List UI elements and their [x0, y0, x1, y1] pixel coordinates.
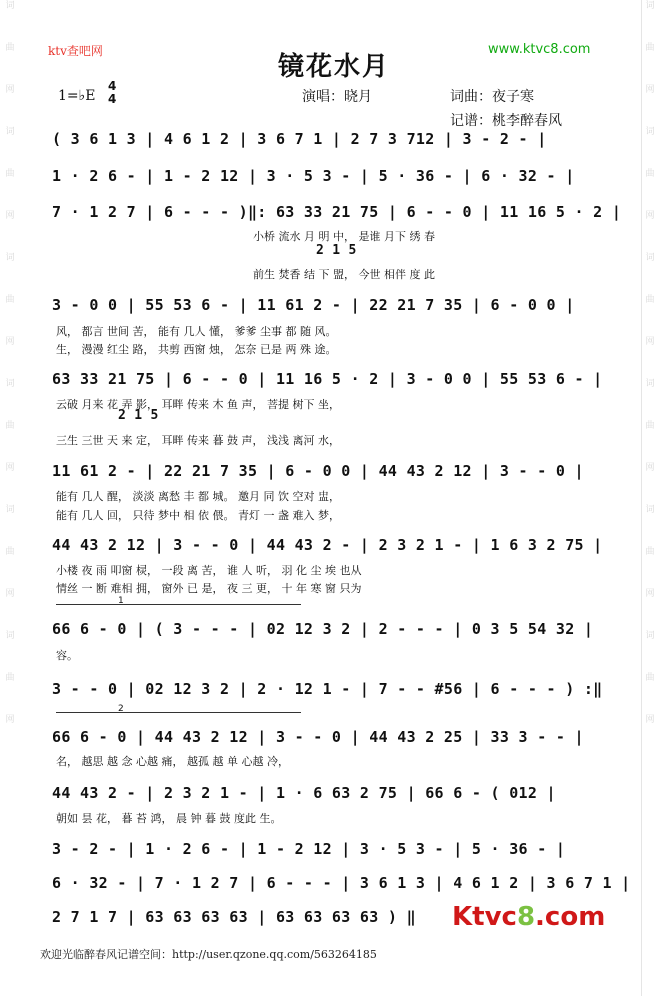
lyric-line-6a: 能有 几人 醒， 淡淡 离愁 丰 都 城。 邀月 同 饮 空对 盅， [56, 490, 340, 503]
score-line-14: 2 7 1 7 | 63 63 63 63 | 63 63 63 63 ) ‖ [52, 908, 416, 926]
watermark-char: 网 [5, 85, 15, 95]
logo-8: 8 [516, 902, 536, 932]
watermark-char: 词 [645, 127, 655, 137]
score-line-13: 6 · 32 - | 7 · 1 2 7 | 6 - - - | 3 6 1 3 | 4 6 1 2 | 3 6 7 1 | [52, 874, 631, 892]
watermark-char: 词 [645, 1, 655, 11]
site-link-right[interactable]: www.ktvc8.com [488, 42, 591, 57]
score-alt-3: 2 1 5 [316, 243, 357, 258]
volta-1-bracket [56, 604, 301, 605]
watermark-char: 网 [645, 337, 655, 347]
watermark-char: 词 [5, 127, 15, 137]
watermark-char: 曲 [645, 169, 655, 179]
watermark-char: 词 [5, 1, 15, 11]
lyric-line-6b: 能有 几人 回， 只待 梦中 相 依 偎。 青灯 一 盏 难入 梦， [56, 509, 340, 522]
lyric-line-8: 容。 [56, 649, 78, 662]
watermark-char: 词 [645, 253, 655, 263]
site-link-left[interactable]: ktv查吧网 [48, 44, 103, 58]
volta-2-bracket [56, 712, 301, 713]
watermark-char: 曲 [645, 295, 655, 305]
watermark-char: 词 [645, 379, 655, 389]
watermark-char: 词 [5, 379, 15, 389]
score-line-8: 66 6 - 0 | ( 3 - - - | 02 12 3 2 | 2 - - - | 0 3 5 54 32 | [52, 620, 594, 638]
watermark-char: 曲 [5, 295, 15, 305]
time-signature [108, 80, 116, 106]
lyric-line-5b: 三生 三世 天 来 定， 耳畔 传来 暮 鼓 声， 浅浅 离河 水， [56, 434, 340, 447]
watermark-char: 网 [645, 85, 655, 95]
score-line-10: 66 6 - 0 | 44 43 2 12 | 3 - - 0 | 44 43 2 25 | 33 3 - - | [52, 728, 584, 746]
score-line-11: 44 43 2 - | 2 3 2 1 - | 1 · 6 63 2 75 | 66 6 - ( 012 | [52, 784, 556, 802]
footer-link[interactable]: 欢迎光临醉春风记谱空间：http://user.qzone.qq.com/563264185 [40, 948, 377, 961]
volta-1-label: 1 [118, 596, 124, 606]
score-line-4: 3 - 0 0 | 55 53 6 - | 11 61 2 - | 22 21 7 35 | 6 - 0 0 | [52, 296, 575, 314]
recorder-credit: 记谱：桃李醉春风 [450, 113, 562, 129]
watermark-char: 曲 [645, 43, 655, 53]
lyric-line-5a: 云破 月来 花 弄 影， 耳畔 传来 木 鱼 声， 菩提 树下 坐， [56, 398, 340, 411]
score-line-6: 11 61 2 - | 22 21 7 35 | 6 - 0 0 | 44 43 2 12 | 3 - - 0 | [52, 462, 584, 480]
watermark-char: 网 [645, 715, 655, 725]
watermark-char: 曲 [5, 421, 15, 431]
side-watermark-right [641, 0, 658, 996]
song-title: 镜花水月 [278, 52, 391, 82]
time-numerator: 4 [108, 79, 117, 93]
watermark-char: 网 [5, 337, 15, 347]
logo-tvc: tvc [472, 902, 517, 932]
volta-2-label: 2 [118, 704, 124, 714]
lyric-line-10: 名， 越思 越 念 心越 痛， 越孤 越 单 心越 冷， [56, 755, 289, 768]
score-line-9: 3 - - 0 | 02 12 3 2 | 2 · 12 1 - | 7 - - #56 | 6 - - - ) :‖ [52, 680, 603, 698]
watermark-char: 词 [645, 631, 655, 641]
watermark-char: 曲 [5, 43, 15, 53]
watermark-char: 曲 [5, 547, 15, 557]
singer-credit: 演唱：晓月 [302, 89, 372, 105]
watermark-char: 网 [645, 211, 655, 221]
watermark-char: 曲 [5, 169, 15, 179]
watermark-char: 曲 [5, 673, 15, 683]
lyric-line-3b: 前生 焚香 结 下 盟， 今世 相伴 度 此 [253, 268, 435, 281]
lyric-line-4b: 生， 漫漫 红尘 路， 共剪 西窗 烛， 怎奈 已是 两 殊 途。 [56, 343, 337, 356]
score-line-7: 44 43 2 12 | 3 - - 0 | 44 43 2 - | 2 3 2 1 - | 1 6 3 2 75 | [52, 536, 603, 554]
watermark-char: 曲 [645, 421, 655, 431]
lyric-line-11: 朝如 昙 花， 暮 苔 鸿， 晨 钟 暮 鼓 度此 生。 [56, 812, 282, 825]
lyricist-credit: 词曲：夜子寒 [450, 89, 534, 105]
lyric-line-3a: 小桥 流水 月 明 中， 是谁 月下 绣 春 [253, 230, 435, 243]
score-alt-5: 2 1 5 [118, 408, 159, 423]
logo-com: .com [535, 902, 606, 932]
watermark-char: 网 [645, 463, 655, 473]
score-line-1: ( 3 6 1 3 | 4 6 1 2 | 3 6 7 1 | 2 7 3 712 | 3 - 2 - | [52, 130, 547, 148]
side-watermark-left [2, 0, 18, 996]
score-line-12: 3 - 2 - | 1 · 2 6 - | 1 - 2 12 | 3 · 5 3 - | 5 · 36 - | [52, 840, 566, 858]
key-signature: 1=♭E [58, 88, 96, 104]
watermark-char: 曲 [645, 547, 655, 557]
score-line-2: 1 · 2 6 - | 1 - 2 12 | 3 · 5 3 - | 5 · 36 - | 6 · 32 - | [52, 167, 575, 185]
score-line-3: 7 · 1 2 7 | 6 - - - )‖: 63 33 21 75 | 6 - - 0 | 11 16 5 · 2 | [52, 203, 622, 221]
score-line-5: 63 33 21 75 | 6 - - 0 | 11 16 5 · 2 | 3 - 0 0 | 55 53 6 - | [52, 370, 603, 388]
watermark-char: 词 [5, 253, 15, 263]
watermark-char: 词 [645, 505, 655, 515]
watermark-char: 网 [5, 589, 15, 599]
watermark-char: 网 [5, 715, 15, 725]
watermark-char: 词 [5, 505, 15, 515]
watermark-char: 网 [5, 211, 15, 221]
watermark-char: 曲 [645, 673, 655, 683]
lyric-line-7a: 小楼 夜 雨 叩窗 棂， 一段 离 苦， 谁 人 听， 羽 化 尘 埃 也从 [56, 564, 362, 577]
time-denominator: 4 [108, 92, 117, 106]
ktvc8-logo [452, 902, 605, 932]
logo-k: K [452, 902, 473, 932]
lyric-line-4a: 风， 都言 世间 苦， 能有 几人 懂， 爹爹 尘事 都 随 风。 [56, 325, 337, 338]
lyric-line-7b: 情丝 一 断 难相 拥， 窗外 已 是， 夜 三 更， 十 年 寒 窗 只为 [56, 582, 362, 595]
watermark-char: 网 [645, 589, 655, 599]
watermark-char: 网 [5, 463, 15, 473]
watermark-char: 词 [5, 631, 15, 641]
